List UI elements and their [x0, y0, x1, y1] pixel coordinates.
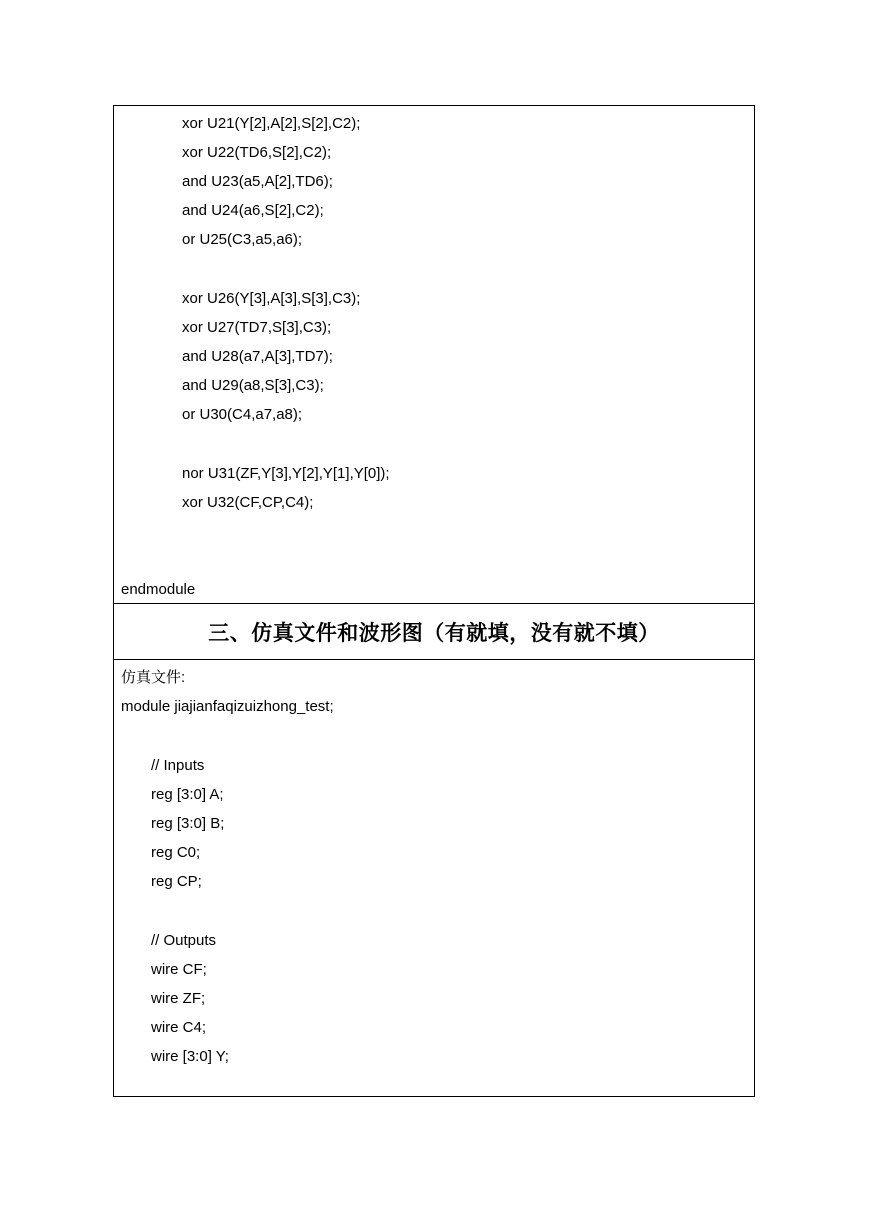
- sim-line: // Inputs: [151, 757, 205, 774]
- sim-line: // Outputs: [151, 932, 217, 949]
- sim-file-label: 仿真文件:: [121, 669, 186, 686]
- code-line: nor U31(ZF,Y[3],Y[2],Y[1],Y[0]);: [182, 465, 390, 482]
- code-line: and U28(a7,A[3],TD7);: [182, 348, 333, 365]
- sim-line: reg [3:0] A;: [151, 786, 224, 803]
- code-line-endmodule: endmodule: [121, 581, 196, 598]
- section-heading-cell: [114, 603, 754, 659]
- code-line: or U30(C4,a7,a8);: [182, 406, 303, 423]
- sim-line: wire CF;: [151, 961, 207, 978]
- document-table: [113, 105, 755, 1097]
- sim-line: reg CP;: [151, 873, 202, 890]
- code-line: and U23(a5,A[2],TD6);: [182, 173, 333, 190]
- sim-line: wire [3:0] Y;: [151, 1048, 229, 1065]
- sim-line: reg C0;: [151, 844, 201, 861]
- code-line: xor U26(Y[3],A[3],S[3],C3);: [182, 290, 361, 307]
- verilog-code-cell: [114, 106, 754, 603]
- code-line: or U25(C3,a5,a6);: [182, 231, 303, 248]
- code-line: xor U21(Y[2],A[2],S[2],C2);: [182, 115, 361, 132]
- code-line: xor U32(CF,CP,C4);: [182, 494, 314, 511]
- simulation-file-cell: [114, 659, 754, 1096]
- code-line: and U24(a6,S[2],C2);: [182, 202, 324, 219]
- sim-line: wire C4;: [151, 1019, 207, 1036]
- sim-line: module jiajianfaqizuizhong_test;: [121, 698, 334, 715]
- sim-line: wire ZF;: [151, 990, 206, 1007]
- code-line: xor U27(TD7,S[3],C3);: [182, 319, 332, 336]
- code-line: xor U22(TD6,S[2],C2);: [182, 144, 332, 161]
- code-line: and U29(a8,S[3],C3);: [182, 377, 324, 394]
- section-heading: 三、仿真文件和波形图（有就填，没有就不填）: [208, 620, 660, 645]
- sim-line: reg [3:0] B;: [151, 815, 225, 832]
